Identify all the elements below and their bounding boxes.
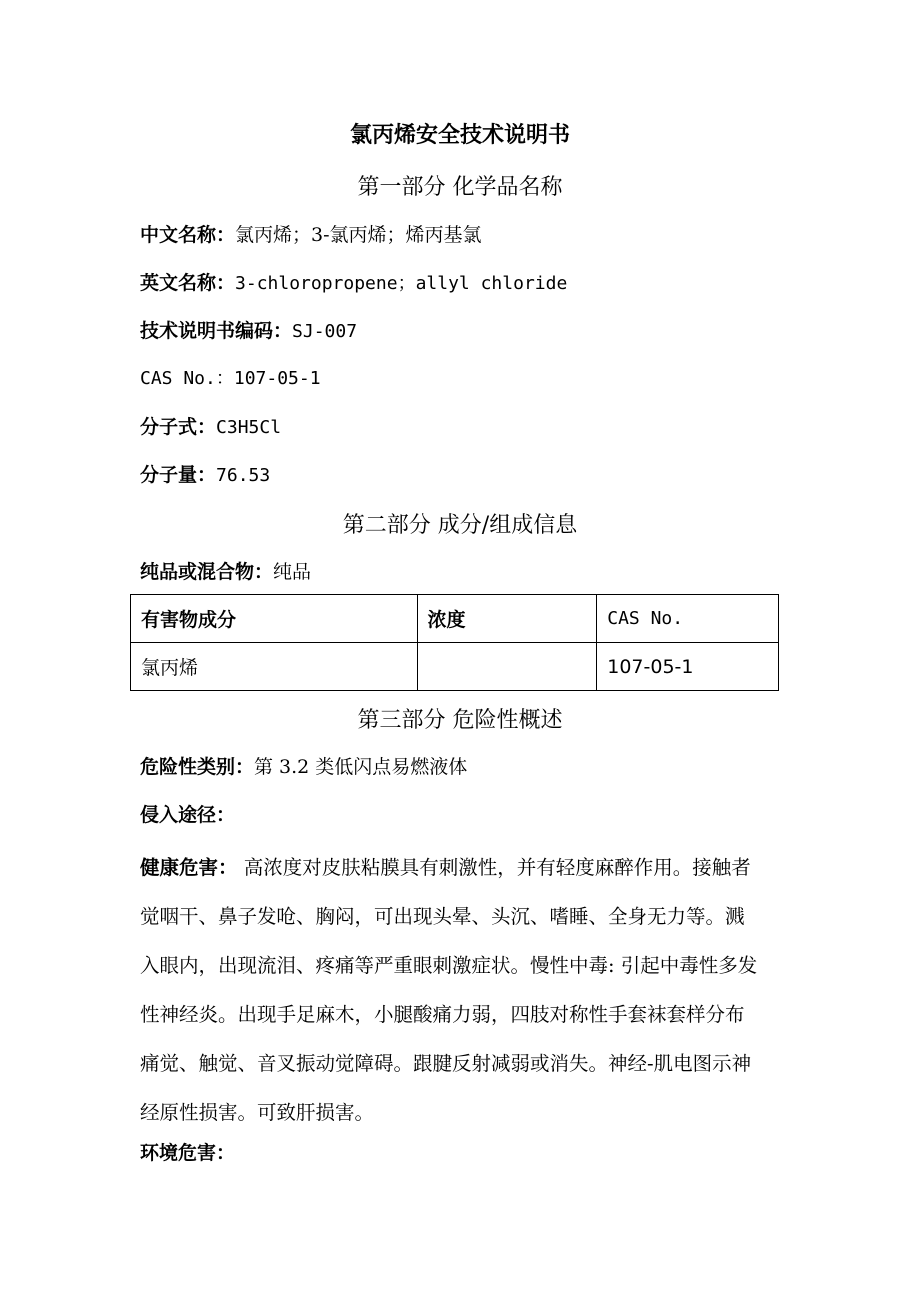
hazard-class-label: 危险性类别： — [140, 756, 255, 778]
purity-value: 纯品 — [273, 561, 312, 583]
purity-field — [140, 557, 311, 584]
formula-field — [140, 412, 281, 439]
formula-label: 分子式： — [140, 416, 217, 438]
health-hazard-paragraph — [140, 843, 760, 1137]
english-name-value: 3-chloropropene；allyl chloride — [235, 273, 568, 294]
section-heading-part2: 第二部分 成分/组成信息 — [342, 513, 578, 538]
document-title: 氯丙烯安全技术说明书 — [349, 123, 570, 148]
hazard-class-value: 第 3.2 类低闪点易燃液体 — [254, 756, 468, 778]
doc-code-field — [140, 316, 357, 343]
purity-label: 纯品或混合物： — [140, 561, 274, 583]
english-name-label: 英文名称： — [140, 272, 236, 294]
cas-label: CAS No.： — [140, 368, 234, 389]
table-header-cell: 浓度 — [417, 595, 597, 643]
cas-field — [140, 364, 321, 390]
health-hazard-text: 高浓度对皮肤粘膜具有刺激性，并有轻度麻醉作用。接触者觉咽干、鼻子发呛、胸闷，可出现头晕、头沉、嗜睡、全身无力等。溅入眼内，出现流泪、疼痛等严重眼刺激症状。慢性中毒: 引起中毒性多发性神经炎。出现手足麻木，小腿酸痛力弱，四肢对称性手套袜套样分布痛觉、触觉、音叉振动觉障碍。跟腱反射减弱或消失。神经-肌电图示神经原性损害。可致肝损害。 — [140, 856, 758, 1124]
hazard-class-field — [140, 752, 467, 779]
route-field — [140, 800, 235, 827]
chinese-name-label: 中文名称： — [140, 224, 236, 246]
english-name-field — [140, 268, 567, 295]
route-label: 侵入途径： — [140, 804, 236, 826]
table-header-cell: 有害物成分 — [131, 595, 418, 643]
doc-code-label: 技术说明书编码： — [140, 320, 293, 342]
section-heading-part3: 第三部分 危险性概述 — [357, 708, 563, 733]
table-header-row — [131, 595, 779, 643]
table-cell: 氯丙烯 — [131, 643, 418, 691]
doc-code-value: SJ-007 — [292, 321, 358, 342]
environment-label: 环境危害： — [140, 1142, 236, 1164]
section-heading-part1: 第一部分 化学品名称 — [357, 175, 563, 200]
table-cell — [417, 643, 597, 691]
composition-table — [130, 594, 779, 691]
mol-weight-field — [140, 460, 270, 487]
environment-field — [140, 1138, 235, 1165]
table-cell: 107-05-1 — [597, 643, 779, 691]
table-row — [131, 643, 779, 691]
table-header-cell: CAS No. — [597, 595, 779, 643]
mol-weight-label: 分子量： — [140, 464, 217, 486]
cas-value: 107-05-1 — [233, 368, 321, 389]
mol-weight-value: 76.53 — [216, 465, 271, 486]
formula-value: C3H5Cl — [216, 417, 282, 438]
chinese-name-value: 氯丙烯；3-氯丙烯；烯丙基氯 — [235, 224, 482, 246]
chinese-name-field — [140, 220, 482, 247]
health-hazard-label: 健康危害： — [140, 856, 238, 879]
